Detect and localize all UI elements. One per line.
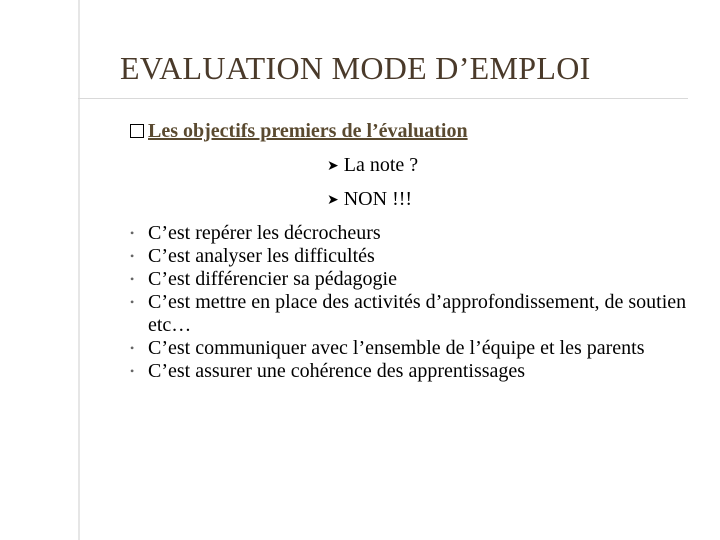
list-item: [130, 245, 690, 268]
title-divider: [78, 98, 688, 99]
bullet-dot-icon: •: [130, 295, 135, 309]
list-item: [130, 222, 690, 245]
sub-point-2: [327, 188, 412, 211]
section-heading: [130, 120, 468, 143]
sub-point-text: NON !!!: [343, 188, 413, 210]
bullet-list: [130, 222, 690, 383]
left-decorative-rule: [78, 0, 80, 540]
sub-point-text: La note ?: [343, 154, 419, 176]
list-item-text: C’est différencier sa pédagogie: [148, 268, 397, 290]
bullet-dot-icon: •: [130, 272, 135, 286]
list-item-text: C’est analyser les difficultés: [148, 245, 375, 267]
list-item-text: C’est communiquer avec l’ensemble de l’équipe et les parents: [148, 337, 645, 359]
bullet-dot-icon: •: [130, 341, 135, 355]
bullet-dot-icon: •: [130, 364, 135, 378]
sub-point-1: [327, 154, 418, 177]
bullet-dot-icon: •: [130, 249, 135, 263]
list-item: [130, 268, 690, 291]
slide-title: EVALUATION MODE D’EMPLOI: [120, 50, 591, 86]
checkbox-icon: [130, 124, 144, 138]
list-item-text: C’est assurer une cohérence des apprentissages: [148, 360, 526, 382]
arrow-bullet-icon: ➤: [327, 159, 339, 174]
section-heading-text: Les objectifs premiers de l’évaluation: [148, 120, 468, 142]
list-item: [130, 337, 690, 360]
list-item: [130, 360, 690, 383]
list-item: [130, 291, 690, 337]
list-item-text: C’est mettre en place des activités d’approfondissement, de soutien etc…: [148, 291, 687, 336]
arrow-bullet-icon: ➤: [327, 193, 339, 208]
bullet-dot-icon: •: [130, 226, 135, 240]
list-item-text: C’est repérer les décrocheurs: [148, 222, 381, 244]
